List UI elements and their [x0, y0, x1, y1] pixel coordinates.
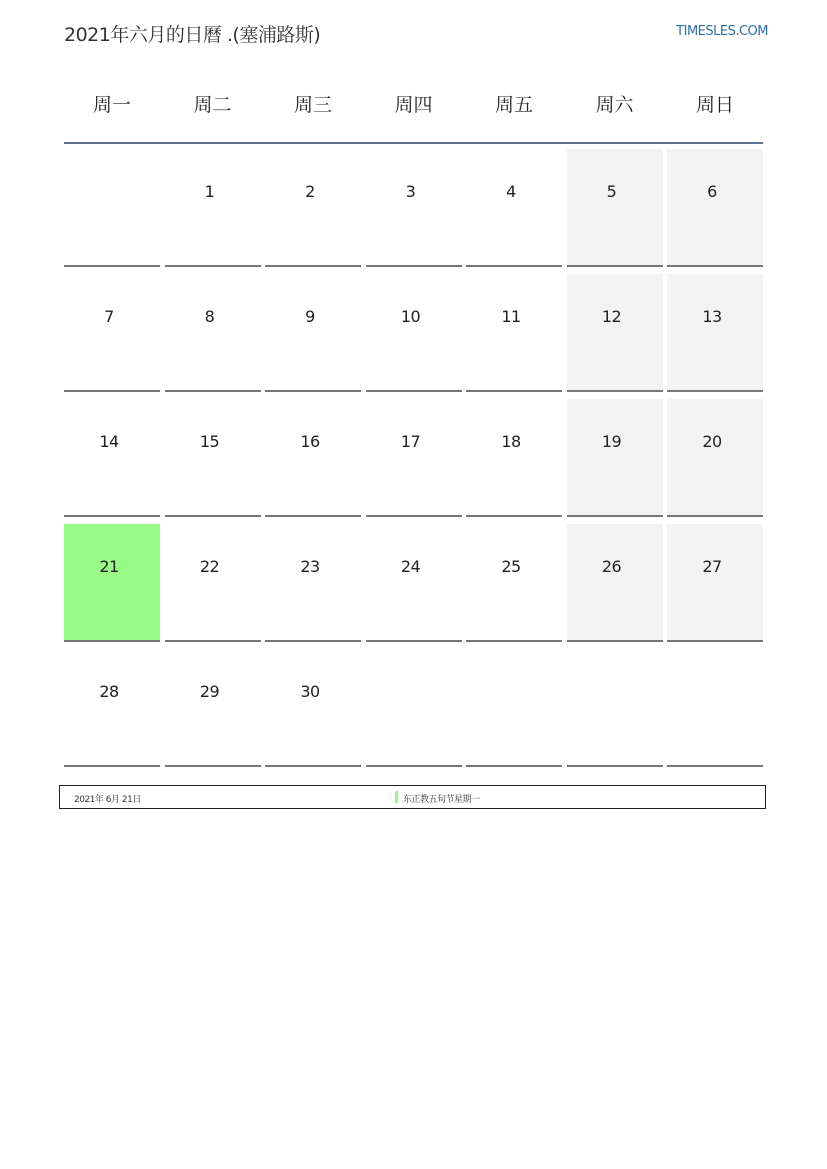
weekday-sun: 周日 [695, 94, 734, 116]
calendar-day-13[interactable] [667, 274, 763, 392]
page-title: 2021年六月的日曆 .(塞浦路斯) [64, 24, 321, 46]
calendar-day-11[interactable] [466, 274, 562, 392]
day-number: 7 [104, 307, 114, 326]
calendar-day-21[interactable] [64, 524, 160, 642]
day-number: 30 [300, 682, 320, 701]
calendar-day-1[interactable] [165, 149, 261, 267]
day-number: 24 [400, 557, 421, 576]
calendar-day-empty [64, 149, 160, 267]
day-number: 5 [606, 182, 617, 201]
calendar-week-row [64, 149, 763, 274]
calendar-day-27[interactable] [667, 524, 763, 642]
calendar-week-row [64, 524, 763, 649]
site-link[interactable]: TIMESLES.COM [676, 24, 768, 39]
calendar-day-24[interactable] [366, 524, 462, 642]
calendar-day-19[interactable] [567, 399, 663, 517]
holiday-color-marker [395, 791, 398, 803]
day-number: 6 [707, 182, 717, 201]
day-number: 11 [501, 307, 521, 326]
weekday-tue: 周二 [193, 94, 232, 116]
day-number: 12 [601, 307, 622, 326]
calendar-day-empty [567, 649, 663, 767]
day-number: 27 [702, 557, 722, 576]
day-number: 3 [405, 182, 416, 201]
calendar-day-15[interactable] [165, 399, 261, 517]
calendar-week-row [64, 274, 763, 399]
day-number: 18 [501, 432, 521, 451]
calendar-day-22[interactable] [165, 524, 261, 642]
day-number: 22 [199, 557, 220, 576]
calendar-day-empty [366, 649, 462, 767]
weekday-sat: 周六 [595, 94, 634, 116]
calendar-day-10[interactable] [366, 274, 462, 392]
day-number: 2 [305, 182, 315, 201]
calendar-day-9[interactable] [265, 274, 361, 392]
holiday-name: 东正教五旬节星期一 [403, 795, 480, 805]
calendar-day-28[interactable] [64, 649, 160, 767]
calendar-day-25[interactable] [466, 524, 562, 642]
calendar-day-17[interactable] [366, 399, 462, 517]
holiday-footer [59, 785, 766, 809]
weekday-header-row [64, 82, 763, 144]
day-number: 16 [300, 432, 320, 451]
calendar-day-empty [466, 649, 562, 767]
day-number: 20 [702, 432, 722, 451]
day-number: 15 [199, 432, 220, 451]
day-number: 21 [99, 557, 119, 576]
calendar-day-7[interactable] [64, 274, 160, 392]
calendar-day-30[interactable] [265, 649, 361, 767]
calendar-week-row [64, 649, 763, 774]
day-number: 13 [702, 307, 722, 326]
day-number: 8 [204, 307, 215, 326]
day-number: 23 [300, 557, 320, 576]
holiday-date: 2021年 6月 21日 [74, 795, 141, 805]
calendar-day-14[interactable] [64, 399, 160, 517]
day-number: 17 [400, 432, 421, 451]
calendar-day-26[interactable] [567, 524, 663, 642]
calendar-day-6[interactable] [667, 149, 763, 267]
day-number: 26 [601, 557, 622, 576]
calendar-day-4[interactable] [466, 149, 562, 267]
calendar-day-20[interactable] [667, 399, 763, 517]
calendar-day-16[interactable] [265, 399, 361, 517]
weekday-thu: 周四 [394, 94, 433, 116]
calendar-day-5[interactable] [567, 149, 663, 267]
day-number: 4 [506, 182, 516, 201]
calendar-day-2[interactable] [265, 149, 361, 267]
calendar-day-23[interactable] [265, 524, 361, 642]
day-number: 9 [305, 307, 315, 326]
day-number: 14 [99, 432, 119, 451]
calendar-week-row [64, 399, 763, 524]
day-number: 10 [400, 307, 421, 326]
calendar-day-8[interactable] [165, 274, 261, 392]
calendar-grid [64, 149, 763, 774]
day-number: 25 [501, 557, 521, 576]
calendar-day-18[interactable] [466, 399, 562, 517]
weekday-mon: 周一 [92, 94, 131, 116]
day-number: 19 [601, 432, 622, 451]
calendar-day-empty [667, 649, 763, 767]
calendar-day-12[interactable] [567, 274, 663, 392]
calendar [64, 82, 763, 774]
day-number: 28 [99, 682, 119, 701]
calendar-day-29[interactable] [165, 649, 261, 767]
day-number: 29 [199, 682, 220, 701]
weekday-wed: 周三 [293, 94, 332, 116]
calendar-day-3[interactable] [366, 149, 462, 267]
weekday-fri: 周五 [494, 94, 533, 116]
day-number: 1 [204, 182, 215, 201]
